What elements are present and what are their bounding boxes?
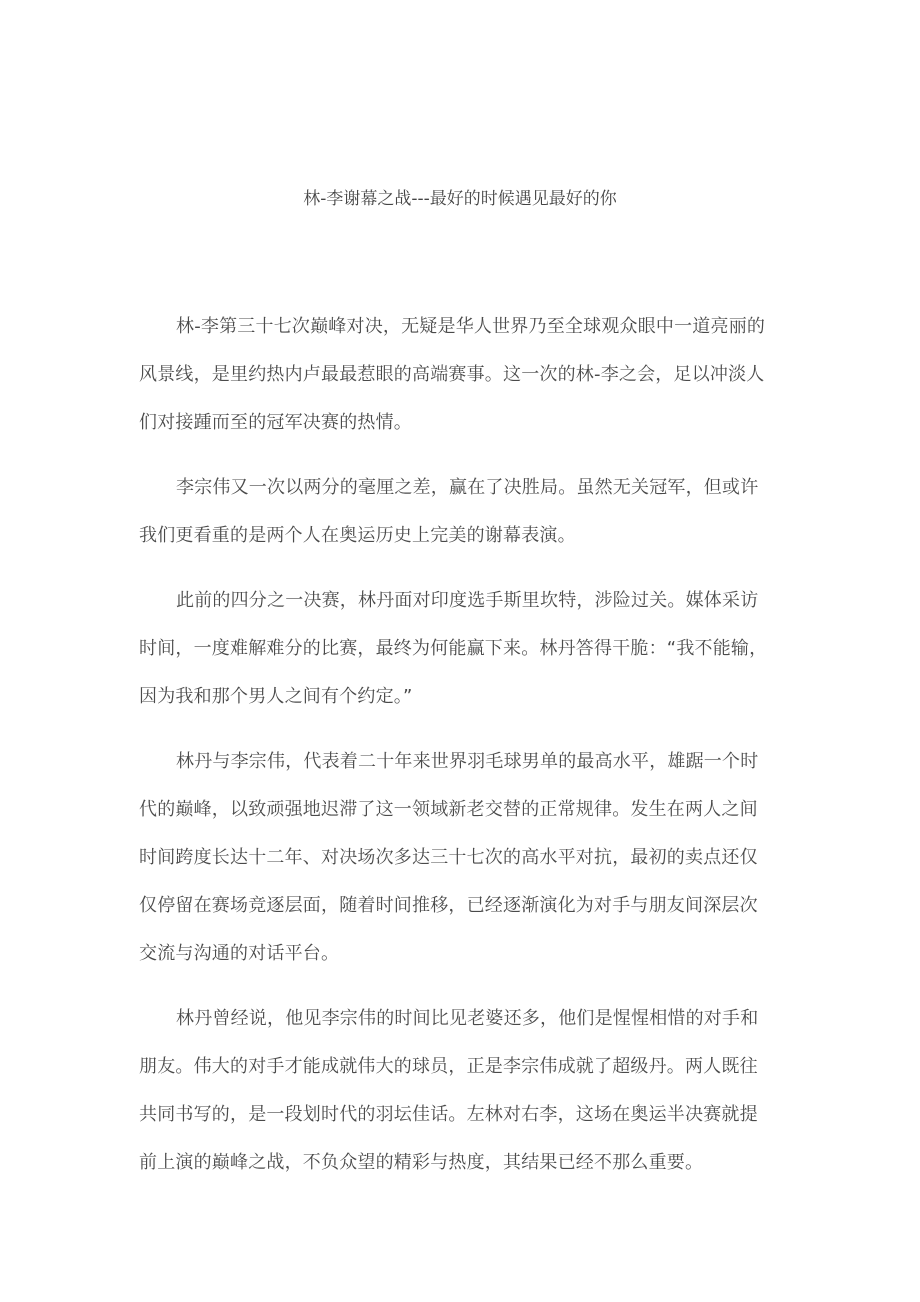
text-line: 交流与沟通的对话平台。: [139, 943, 340, 964]
document-body: [139, 303, 779, 1204]
paragraph-4: [139, 738, 779, 978]
text-line: 风景线，是里约热内卢最最惹眼的高端赛事。这一次的林-李之会，足以冲淡人: [139, 364, 765, 385]
paragraph-2: [139, 464, 779, 560]
text-line: 仅停留在赛场竞逐层面，随着时间推移，已经逐渐演化为对手与朋友间深层次: [139, 895, 758, 916]
document-title: 林-李谢幕之战---最好的时候遇见最好的你: [303, 189, 617, 209]
text-line: 们对接踵而至的冠军决赛的热情。: [139, 412, 412, 433]
text-line: 林丹曾经说，他见李宗伟的时间比见老婆还多，他们是惺惺相惜的对手和: [176, 1008, 759, 1029]
text-line: 时间跨度长达十二年、对决场次多达三十七次的高水平对抗，最初的卖点还仅: [139, 847, 758, 868]
paragraph-3: [139, 577, 779, 721]
text-line: 因为我和那个男人之间有个约定。”: [139, 686, 413, 707]
paragraph-5: [139, 995, 779, 1187]
text-line: 林丹与李宗伟，代表着二十年来世界羽毛球男单的最高水平，雄踞一个时: [176, 751, 759, 772]
paragraph-1: [139, 303, 779, 447]
text-line: 代的巅峰，以致顽强地迟滞了这一领域新老交替的正常规律。发生在两人之间: [139, 799, 758, 820]
text-line: 李宗伟又一次以两分的毫厘之差，赢在了决胜局。虽然无关冠军，但或许: [176, 477, 759, 498]
text-line: 时间，一度难解难分的比赛，最终为何能赢下来。林丹答得干脆：“我不能输，: [139, 638, 768, 659]
text-line: 朋友。伟大的对手才能成就伟大的球员，正是李宗伟成就了超级丹。两人既往: [139, 1056, 758, 1077]
text-line: 此前的四分之一决赛，林丹面对印度选手斯里坎特，涉险过关。媒体采访: [176, 590, 759, 611]
text-line: 前上演的巅峰之战，不负众望的精彩与热度，其结果已经不那么重要。: [139, 1152, 704, 1173]
text-line: 我们更看重的是两个人在奥运历史上完美的谢幕表演。: [139, 525, 576, 546]
text-line: 林-李第三十七次巅峰对决，无疑是华人世界乃至全球观众眼中一道亮丽的: [176, 316, 766, 337]
text-line: 共同书写的，是一段划时代的羽坛佳话。左林对右李，这场在奥运半决赛就提: [139, 1104, 758, 1125]
